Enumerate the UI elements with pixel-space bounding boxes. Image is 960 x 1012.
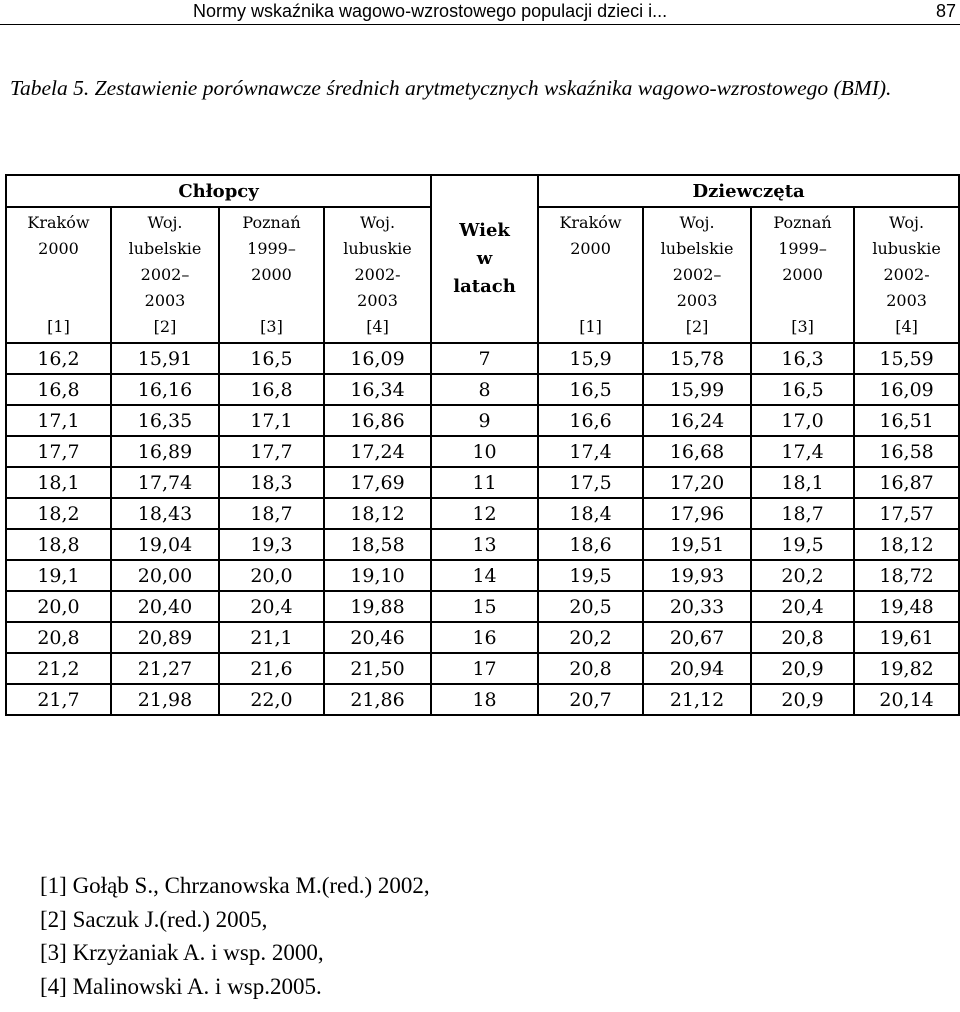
bmi-value-girls: 17,57 (854, 498, 959, 529)
bmi-value-boys: 21,6 (219, 653, 324, 684)
bmi-value-boys: 16,34 (324, 374, 431, 405)
bmi-value-girls: 19,61 (854, 622, 959, 653)
running-title: Normy wskaźnika wagowo-wzrostowego populacji dzieci i... (193, 1, 668, 21)
age-value: 11 (431, 467, 538, 498)
bmi-value-girls: 18,72 (854, 560, 959, 591)
column-header-line: lubuskie (343, 239, 412, 258)
bmi-value-girls: 20,7 (538, 684, 643, 715)
bmi-value-boys: 16,86 (324, 405, 431, 436)
bmi-value-boys: 17,1 (219, 405, 324, 436)
column-header-girls-1 (538, 207, 643, 343)
bmi-value-girls: 18,12 (854, 529, 959, 560)
bmi-value-girls: 19,93 (643, 560, 751, 591)
column-header-reference: [4] (366, 317, 389, 336)
bmi-value-boys: 21,86 (324, 684, 431, 715)
column-header-line: Woj. (889, 213, 925, 232)
age-value: 7 (431, 343, 538, 374)
bmi-value-girls: 20,2 (751, 560, 854, 591)
column-header-line: Kraków (27, 213, 90, 232)
bmi-value-girls: 16,6 (538, 405, 643, 436)
bmi-value-girls: 17,5 (538, 467, 643, 498)
column-header-reference: [2] (685, 317, 709, 336)
table-row (6, 529, 959, 560)
age-value: 10 (431, 436, 538, 467)
age-header-line: latach (453, 276, 516, 297)
bmi-value-boys: 16,5 (219, 343, 324, 374)
bmi-value-girls: 17,20 (643, 467, 751, 498)
bmi-value-boys: 18,1 (6, 467, 111, 498)
bmi-value-boys: 21,98 (111, 684, 219, 715)
bmi-value-girls: 20,67 (643, 622, 751, 653)
bmi-value-boys: 17,7 (6, 436, 111, 467)
column-header-line: lubelskie (128, 239, 202, 258)
bmi-value-girls: 20,5 (538, 591, 643, 622)
table-row (6, 436, 959, 467)
bmi-value-girls: 15,9 (538, 343, 643, 374)
bmi-value-boys: 18,8 (6, 529, 111, 560)
bmi-value-boys: 16,89 (111, 436, 219, 467)
age-value: 13 (431, 529, 538, 560)
bmi-value-girls: 16,68 (643, 436, 751, 467)
table-row (6, 467, 959, 498)
column-header-line: 2002– (140, 265, 190, 284)
column-header-boys-1 (6, 207, 111, 343)
bmi-value-boys: 16,8 (219, 374, 324, 405)
column-header-reference: [4] (895, 317, 918, 336)
bmi-value-boys: 20,40 (111, 591, 219, 622)
column-header-reference: [3] (260, 317, 283, 336)
age-value: 9 (431, 405, 538, 436)
column-header-line: 2003 (676, 291, 718, 310)
bmi-value-boys: 16,09 (324, 343, 431, 374)
bmi-value-girls: 21,12 (643, 684, 751, 715)
bmi-value-girls: 16,87 (854, 467, 959, 498)
column-header-line: Woj. (679, 213, 715, 232)
bmi-value-boys: 17,74 (111, 467, 219, 498)
bmi-value-girls: 17,0 (751, 405, 854, 436)
bmi-value-boys: 20,4 (219, 591, 324, 622)
column-header-girls-4 (854, 207, 959, 343)
bmi-value-girls: 19,82 (854, 653, 959, 684)
column-header-girls-2 (643, 207, 751, 343)
reference-list (40, 869, 430, 1003)
bmi-value-girls: 20,2 (538, 622, 643, 653)
bmi-value-girls: 20,9 (751, 653, 854, 684)
column-header-reference: [2] (153, 317, 177, 336)
column-header-line: 2003 (144, 291, 186, 310)
bmi-value-boys: 18,7 (219, 498, 324, 529)
bmi-value-boys: 19,1 (6, 560, 111, 591)
page-number: 87 (935, 1, 956, 21)
column-header-line: 1999– (778, 239, 827, 258)
group-header-girls: Dziewczęta (538, 175, 959, 207)
age-column-header (431, 175, 538, 343)
column-header-line: 2003 (886, 291, 927, 310)
bmi-value-girls: 17,4 (751, 436, 854, 467)
age-header-line: Wiek (459, 220, 510, 241)
column-header-line: lubelskie (660, 239, 734, 258)
bmi-value-boys: 18,58 (324, 529, 431, 560)
bmi-value-boys: 19,3 (219, 529, 324, 560)
column-header-line: 2000 (782, 265, 823, 284)
bmi-value-boys: 20,00 (111, 560, 219, 591)
bmi-value-boys: 18,2 (6, 498, 111, 529)
bmi-value-girls: 20,94 (643, 653, 751, 684)
column-header-boys-4 (324, 207, 431, 343)
column-header-line: Poznań (773, 213, 832, 232)
column-header-reference: [3] (791, 317, 814, 336)
table-row (6, 622, 959, 653)
age-header-line: w (476, 248, 493, 269)
bmi-value-girls: 19,51 (643, 529, 751, 560)
bmi-value-girls: 20,9 (751, 684, 854, 715)
bmi-value-boys: 17,7 (219, 436, 324, 467)
header-spacer (539, 262, 642, 288)
bmi-value-boys: 20,0 (6, 591, 111, 622)
bmi-value-boys: 16,16 (111, 374, 219, 405)
table-row (6, 374, 959, 405)
table-row (6, 343, 959, 374)
bmi-value-girls: 20,14 (854, 684, 959, 715)
bmi-value-boys: 21,7 (6, 684, 111, 715)
bmi-value-boys: 21,1 (219, 622, 324, 653)
column-header-line: Woj. (360, 213, 396, 232)
column-header-line: 1999– (247, 239, 296, 258)
table-row (6, 560, 959, 591)
bmi-value-boys: 17,1 (6, 405, 111, 436)
column-header-reference: [1] (47, 317, 70, 336)
bmi-value-girls: 20,8 (751, 622, 854, 653)
age-value: 18 (431, 684, 538, 715)
table-row (6, 591, 959, 622)
bmi-value-boys: 17,69 (324, 467, 431, 498)
age-value: 14 (431, 560, 538, 591)
table-row (6, 405, 959, 436)
column-header-line: Kraków (559, 213, 622, 232)
column-header-line: lubuskie (872, 239, 941, 258)
bmi-value-boys: 20,8 (6, 622, 111, 653)
bmi-value-boys: 21,27 (111, 653, 219, 684)
bmi-value-boys: 21,50 (324, 653, 431, 684)
bmi-value-girls: 18,1 (751, 467, 854, 498)
column-header-line: 2002- (883, 265, 930, 284)
bmi-value-girls: 16,58 (854, 436, 959, 467)
bmi-value-girls: 18,4 (538, 498, 643, 529)
bmi-value-boys: 19,88 (324, 591, 431, 622)
column-header-line: Woj. (147, 213, 183, 232)
column-header-reference: [1] (579, 317, 602, 336)
bmi-value-boys: 21,2 (6, 653, 111, 684)
group-header-boys: Chłopcy (6, 175, 431, 207)
bmi-value-boys: 18,3 (219, 467, 324, 498)
column-header-line: 2000 (570, 239, 611, 258)
header-spacer (7, 262, 110, 288)
reference-item: [2] Saczuk J.(red.) 2005, (40, 906, 268, 932)
header-spacer (7, 288, 110, 314)
reference-item: [4] Malinowski A. i wsp.2005. (40, 973, 322, 999)
column-header-girls-3 (751, 207, 854, 343)
bmi-value-girls: 18,6 (538, 529, 643, 560)
age-value: 12 (431, 498, 538, 529)
reference-item: [1] Gołąb S., Chrzanowska M.(red.) 2002, (40, 873, 430, 898)
bmi-value-girls: 16,5 (538, 374, 643, 405)
column-header-boys-2 (111, 207, 219, 343)
age-value: 17 (431, 653, 538, 684)
bmi-value-girls: 20,8 (538, 653, 643, 684)
bmi-value-boys: 20,46 (324, 622, 431, 653)
column-header-line: 2002– (672, 265, 722, 284)
table-caption: Tabela 5. Zestawienie porównawcze średnich arytmetycznych wskaźnika wagowo-wzrostowego (BMI). (10, 76, 892, 100)
reference-item: [3] Krzyżaniak A. i wsp. 2000, (40, 940, 324, 965)
bmi-value-girls: 15,59 (854, 343, 959, 374)
bmi-value-boys: 16,2 (6, 343, 111, 374)
bmi-table (5, 174, 960, 716)
table-row (6, 684, 959, 715)
bmi-value-girls: 16,51 (854, 405, 959, 436)
table-row (6, 653, 959, 684)
bmi-value-boys: 20,0 (219, 560, 324, 591)
age-value: 8 (431, 374, 538, 405)
header-spacer (220, 288, 323, 314)
column-header-line: Poznań (242, 213, 301, 232)
bmi-value-girls: 19,5 (538, 560, 643, 591)
bmi-value-boys: 22,0 (219, 684, 324, 715)
bmi-value-boys: 15,91 (111, 343, 219, 374)
header-spacer (539, 288, 642, 314)
bmi-value-boys: 16,8 (6, 374, 111, 405)
bmi-value-boys: 19,04 (111, 529, 219, 560)
column-header-line: 2002- (354, 265, 401, 284)
bmi-value-girls: 20,4 (751, 591, 854, 622)
bmi-value-girls: 16,3 (751, 343, 854, 374)
bmi-value-girls: 17,4 (538, 436, 643, 467)
column-header-line: 2000 (38, 239, 79, 258)
bmi-value-boys: 19,10 (324, 560, 431, 591)
header-spacer (752, 288, 853, 314)
bmi-value-boys: 17,24 (324, 436, 431, 467)
bmi-value-boys: 18,43 (111, 498, 219, 529)
bmi-value-girls: 15,99 (643, 374, 751, 405)
bmi-value-girls: 15,78 (643, 343, 751, 374)
running-header (0, 0, 960, 25)
column-header-boys-3 (219, 207, 324, 343)
bmi-value-boys: 20,89 (111, 622, 219, 653)
bmi-value-girls: 17,96 (643, 498, 751, 529)
bmi-value-girls: 19,5 (751, 529, 854, 560)
age-value: 16 (431, 622, 538, 653)
bmi-value-girls: 16,09 (854, 374, 959, 405)
column-header-line: 2003 (357, 291, 398, 310)
bmi-value-girls: 19,48 (854, 591, 959, 622)
bmi-value-boys: 16,35 (111, 405, 219, 436)
bmi-value-girls: 20,33 (643, 591, 751, 622)
column-header-line: 2000 (251, 265, 292, 284)
age-value: 15 (431, 591, 538, 622)
table-body (6, 343, 959, 715)
bmi-value-boys: 18,12 (324, 498, 431, 529)
bmi-value-girls: 18,7 (751, 498, 854, 529)
bmi-value-girls: 16,5 (751, 374, 854, 405)
bmi-value-girls: 16,24 (643, 405, 751, 436)
table-row (6, 498, 959, 529)
